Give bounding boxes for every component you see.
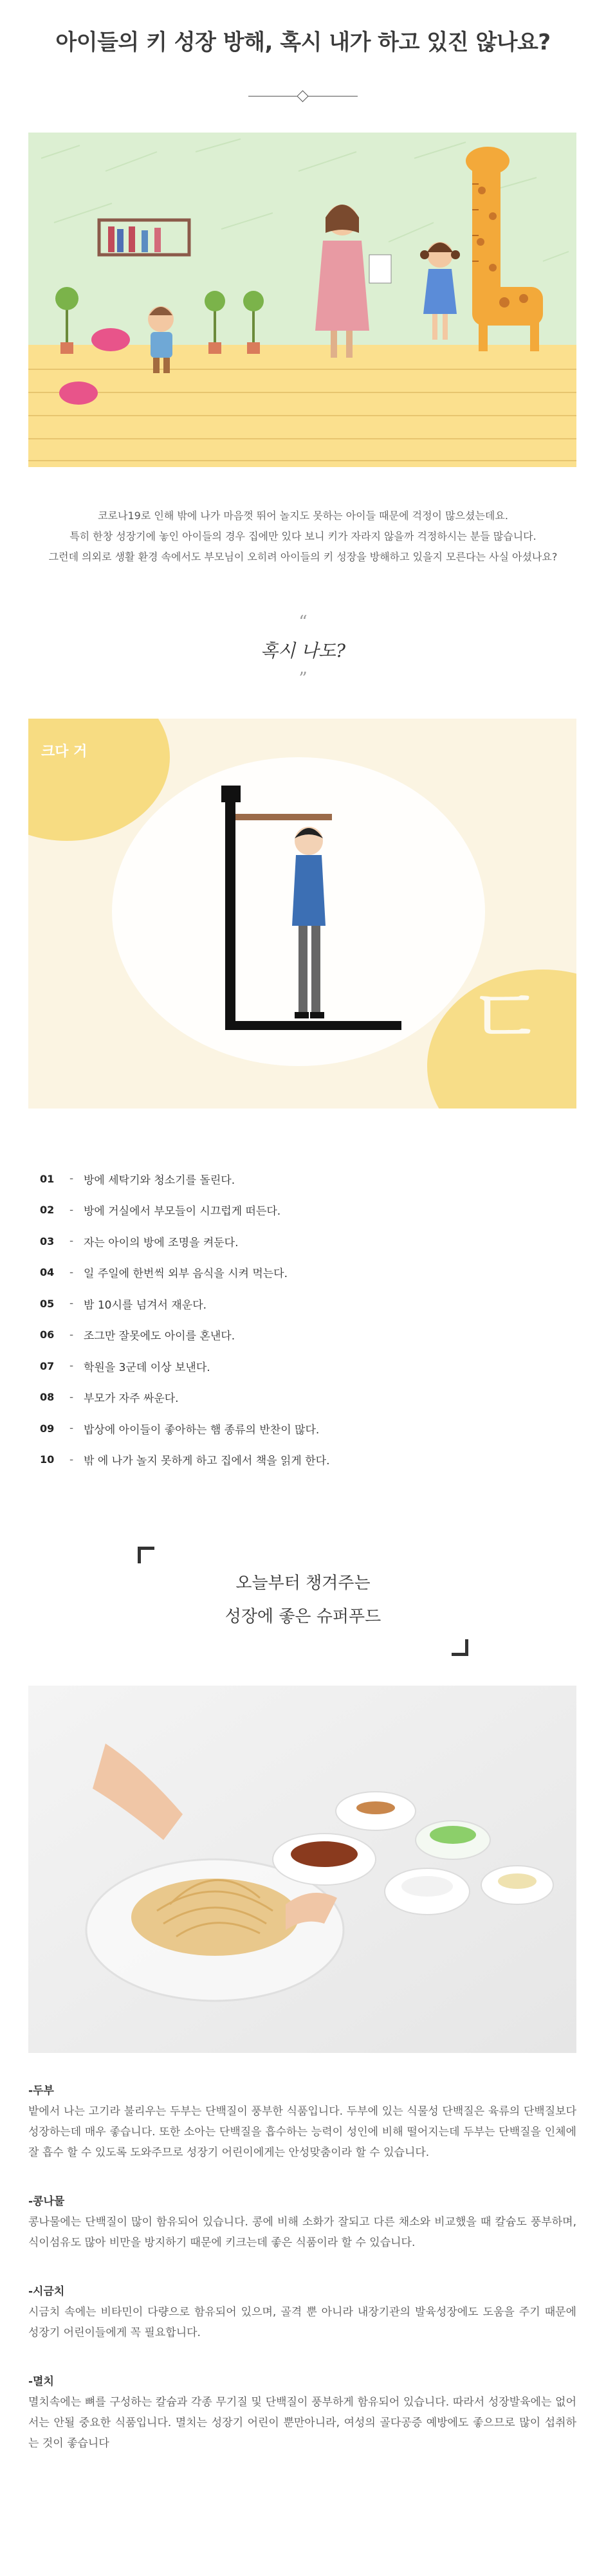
food-name: -두부: [28, 2084, 54, 2097]
divider-line-left: [248, 96, 298, 97]
checklist-num: 10: [40, 1453, 55, 1466]
food-desc: 시금치 속에는 비타민이 다량으로 함유되어 있으며, 골격 뿐 아니라 내장기관의 발육성장에도 도움을 주기 때문에 성장기 어린이들에게 꼭 필요합니다.: [28, 2306, 576, 2339]
checklist-num: 04: [40, 1266, 55, 1279]
food-item: [28, 2281, 576, 2343]
height-measure-illustration: [28, 719, 576, 1109]
checklist-item: 10 - 밖 에 나가 놀지 못하게 하고 집에서 책을 읽게 한다.: [40, 1444, 567, 1476]
checklist-text: 학원을 3군데 이상 보낸다.: [84, 1361, 210, 1374]
title-divider: [248, 90, 358, 103]
checklist-text: 밖 에 나가 놀지 못하게 하고 집에서 책을 읽게 한다.: [84, 1455, 330, 1468]
checklist-text: 조그만 잘못에도 아이를 혼낸다.: [84, 1330, 235, 1343]
checklist-text: 밥상에 아이들이 좋아하는 햄 종류의 반찬이 많다.: [84, 1423, 320, 1437]
section-heading-line1: 오늘부터 챙겨주는: [235, 1574, 371, 1593]
checklist-num: 08: [40, 1391, 55, 1404]
checklist-num: 02: [40, 1204, 55, 1217]
bracket-bottom-right-icon: [452, 1639, 468, 1656]
intro-paragraph: [0, 506, 606, 567]
checklist-item: 06 - 조그만 잘못에도 아이를 혼낸다.: [40, 1320, 567, 1351]
intro-line: 코로나19로 인해 밖에 나가 마음껏 뛰어 놀지도 못하는 아이들 때문에 걱정이 많으셨는데요.: [98, 510, 508, 522]
checklist-num: 09: [40, 1422, 55, 1435]
food-name: -멸치: [28, 2375, 54, 2388]
food-photo: [28, 1686, 576, 2053]
checklist-num: 05: [40, 1297, 55, 1310]
checklist-item: 01 - 방에 세탁기와 청소기를 돌린다.: [40, 1163, 567, 1195]
checklist-text: 방에 거실에서 부모들이 시끄럽게 떠든다.: [84, 1205, 281, 1219]
food-desc: 밭에서 나는 고기라 불리우는 두부는 단백질이 풍부한 식품입니다. 두부에 있는 식물성 단백질은 육류의 단백질보다 성장하는데 매우 좋습니다. 또한 소아는 단백질을 흡수하는 능력이 성인에 비해 떨어지는데 두부는 단백질을 인체에 잘 흡수 할 수 있도록 도와주므로 성장기 어린이에게는 안성맞춤이라 할 수 있습니다.: [28, 2105, 576, 2159]
checklist-item: 04 - 일 주일에 한번씩 외부 음식을 시켜 먹는다.: [40, 1257, 567, 1289]
checklist-text: 자는 아이의 방에 조명을 켜둔다.: [84, 1236, 239, 1249]
bracket-top-left-icon: [138, 1547, 154, 1563]
checklist-item: 05 - 밤 10시를 넘겨서 재운다.: [40, 1288, 567, 1320]
food-item: [28, 2191, 576, 2253]
food-desc: 멸치속에는 뼈를 구성하는 칼슘과 각종 무기질 및 단백질이 풍부하게 함유되어 있습니다. 따라서 성장발육에는 없어서는 안될 중요한 식품입니다. 멸치는 성장기 어린이 뿐만아니라, 여성의 골다공증 예방에도 좋으므로 많이 섭취하는 것이 좋습니다: [28, 2396, 576, 2450]
food-photo-svg: [28, 1686, 576, 2053]
food-name: -시금치: [28, 2285, 65, 2298]
superfood-list: [28, 2081, 576, 2482]
checklist-item: 03 - 자는 아이의 방에 조명을 켜둔다.: [40, 1226, 567, 1257]
food-desc: 콩나물에는 단백질이 많이 함유되어 있습니다. 콩에 비해 소화가 잘되고 다른 채소와 비교했을 때 칼슘도 풍부하며, 식이섬유도 많아 비만을 방지하기 때문에 키크는데 좋은 식품이라 할 수 있습니다.: [28, 2216, 576, 2249]
checklist-text: 일 주일에 한번씩 외부 음식을 시켜 먹는다.: [84, 1267, 288, 1281]
quote-close-icon: ”: [298, 669, 308, 688]
checklist-num: 01: [40, 1172, 55, 1185]
kids-height-illustration: [28, 133, 576, 467]
checklist-num: 07: [40, 1359, 55, 1372]
food-name: -콩나물: [28, 2195, 65, 2208]
superfood-section-heading: [138, 1547, 468, 1656]
checklist-text: 밤 10시를 넘겨서 재운다.: [84, 1298, 207, 1312]
quote-text: 혹시 나도?: [260, 640, 346, 661]
habit-checklist: [40, 1163, 567, 1475]
checklist-text: 방에 세탁기와 청소기를 돌린다.: [84, 1173, 235, 1187]
intro-line: 그런데 의외로 생활 환경 속에서도 부모님이 오히려 아이들의 키 성장을 방해하고 있을지 모른다는 사실 아셨나요?: [48, 551, 558, 563]
illus2-letter: ㄷ: [466, 969, 547, 1067]
page-title: 아이들의 키 성장 방해, 혹시 내가 하고 있진 않나요?: [55, 30, 551, 55]
checklist-item: 09 - 밥상에 아이들이 좋아하는 햄 종류의 반찬이 많다.: [40, 1413, 567, 1444]
divider-line-right: [308, 96, 358, 97]
checklist-num: 03: [40, 1235, 55, 1247]
checklist-text: 부모가 자주 싸운다.: [84, 1392, 179, 1406]
checklist-item: 02 - 방에 거실에서 부모들이 시끄럽게 떠든다.: [40, 1195, 567, 1226]
checklist-item: 08 - 부모가 자주 싸운다.: [40, 1382, 567, 1413]
diamond-icon: [297, 90, 308, 102]
section-heading-line2: 성장에 좋은 슈퍼푸드: [225, 1607, 381, 1626]
illus2-corner-text: 크다 거: [41, 744, 87, 760]
checklist-item: 07 - 학원을 3군데 이상 보낸다.: [40, 1350, 567, 1382]
food-item: [28, 2081, 576, 2163]
checklist-num: 06: [40, 1329, 55, 1341]
food-item: [28, 2371, 576, 2454]
quote-open-icon: “: [298, 612, 308, 632]
intro-line: 특히 한창 성장기에 놓인 아이들의 경우 집에만 있다 보니 키가 자라지 않을까 걱정하시는 분들 많습니다.: [69, 530, 537, 542]
kids-height-illustration-svg: [28, 133, 576, 467]
